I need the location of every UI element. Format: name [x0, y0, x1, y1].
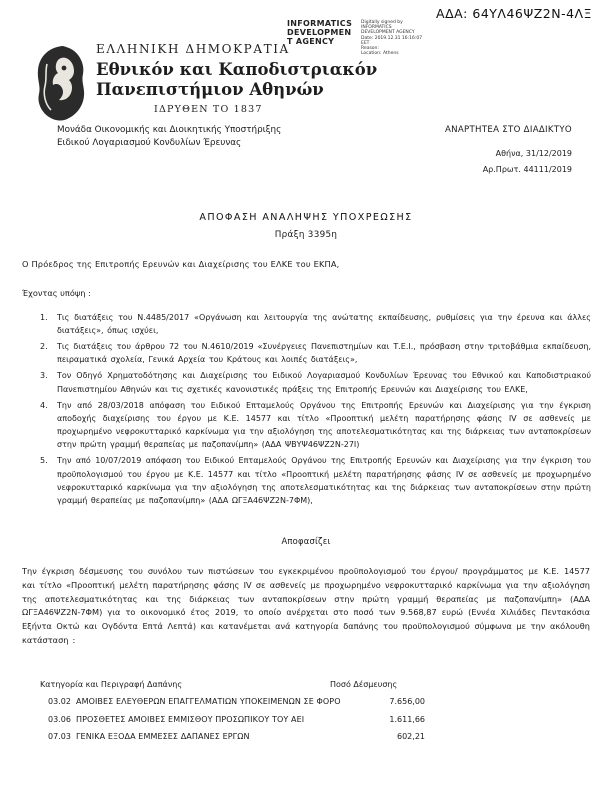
university-name-line1: Εθνικόν και Καποδιστριακόν	[96, 60, 378, 79]
signature-detail-line: Date: 2019.12.31 16:16:07	[361, 35, 423, 41]
decision-paragraph: Την έγκριση δέσμευσης του συνόλου των πιστώσεων του εγκεκριμένου προϋπολογισμού του έργου/ προγράμματος με Κ.Ε. 14577 και τίτλο «Προοπτική μελέτη παρατήρησης φάσης IV σε ασθενείς με προχωρημένο νεφροκυτταρικό καρκίνωμα για την αξιολόγηση της αποτελεσματικότητας και της διάρκειας των ανταποκρίσεων στην πρώτη γραμμή θεραπείας με παζοπανίμπη» (ΑΔΑ ΩΓΞΑ46ΨΖ2Ν-7ΦΜ) για το οικονομικό έτος 2019, το οποίο ανέρχεται στο ποσό των 9.568,87 ευρώ (Εννέα Χιλιάδες Πεντακόσια Εξήντα Οκτώ και Ογδόντα Επτά Λεπτά) και κατανέμεται ανά κατηγορία δαπάνης του προϋπολογισμού σύμφωνα με την ακόλουθη κατάσταση :	[22, 566, 590, 645]
citation-list	[40, 311, 591, 510]
signature-agency-line: T AGENCY	[287, 37, 335, 46]
list-item-text: Την από 28/03/2018 απόφαση του Ειδικού Επταμελούς Οργάνου της Επιτροπής Ερευνών και Διαχείρισης για την έγκριση αποδοχής διαχείρισης του έργου με Κ.Ε. 14577 και τίτλο «Προοπτική μελέτη παρατήρησης φάσης IV σε ασθενείς με προχωρημένο νεφροκυτταρικό καρκίνωμα για την αξιολόγηση της αποτελεσματικότητας και της διάρκειας των ανταποκρίσεων στην πρώτη γραμμή θεραπείας με παζοπανίμπη» (ΑΔΑ ΨΒΥΨ46ΨΖ2Ν-27Ι)	[57, 400, 591, 450]
signature-detail-line: DEVELOPMENT AGENCY	[361, 30, 415, 36]
list-item-text: Τις διατάξεις του άρθρου 72 του Ν.4610/2019 «Συνέργειες Πανεπιστημίων και Τ.Ε.Ι., πρόσβαση στην τριτοβάθμια εκπαίδευση, πειραματικά σχολεία, Γενικά Αρχεία του Κράτους και λοιπές διατάξεις»,	[57, 342, 591, 365]
signature-detail-line: Digitally signed by	[361, 20, 403, 25]
intro-having-regard: Έχοντας υπόψη :	[22, 288, 91, 298]
hellenic-republic-label: ΕΛΛΗΝΙΚΗ ΔΗΜΟΚΡΑΤΙΑ	[96, 42, 290, 56]
decision-heading: Αποφασίζει	[281, 536, 331, 546]
table-header-amount: Ποσό Δέσμευσης	[330, 680, 398, 689]
expense-code: 03.02	[48, 697, 71, 706]
publish-note: ΑΝΑΡΤΗΤΕΑ ΣΤΟ ΔΙΑΔΙΚΤΥΟ	[444, 125, 572, 135]
university-emblem-icon	[33, 44, 91, 122]
unit-line2: Ειδικού Λογαριασμού Κονδυλίων Έρευνας	[57, 138, 242, 148]
list-item-number: 1.	[40, 313, 48, 322]
founded-label: ΙΔΡΥΘΕΝ ΤΟ 1837	[154, 104, 263, 115]
table-header-category: Κατηγορία και Περιγραφή Δαπάνης	[40, 680, 183, 689]
expense-code: 03.06	[48, 715, 71, 724]
title-line1: ΑΠΟΦΑΣΗ ΑΝΑΛΗΨΗΣ ΥΠΟΧΡΕΩΣΗΣ	[199, 212, 413, 223]
list-item	[40, 340, 591, 367]
list-item	[40, 454, 591, 507]
signature-agency-line: DEVELOPMEN	[287, 28, 352, 37]
expense-amount: 602,21	[397, 732, 425, 741]
document-title	[0, 212, 612, 240]
protocol-number: Αρ.Πρωτ. 44111/2019	[482, 165, 572, 174]
list-item-text: Τις διατάξεις του Ν.4485/2017 «Οργάνωση και λειτουργία της ανώτατης εκπαίδευσης, ρυθμίσεις για την έρευνα και άλλες διατάξεις», όπως ισχύει,	[57, 313, 591, 336]
expense-description: ΑΜΟΙΒΕΣ ΕΛΕΥΘΕΡΩΝ ΕΠΑΓΓΕΛΜΑΤΙΩΝ ΥΠΟΚΕΙΜΕΝΩΝ ΣΕ ΦΟΡΟ	[76, 697, 341, 706]
list-item	[40, 399, 591, 452]
letterhead	[96, 42, 377, 115]
university-name-line2: Πανεπιστήμιον Αθηνών	[96, 80, 324, 99]
signature-detail-line: EET	[361, 40, 370, 46]
list-item-number: 4.	[40, 400, 48, 410]
signature-detail-line: Location: Athens	[361, 51, 399, 57]
list-item-text: Τον Οδηγό Χρηματοδότησης και Διαχείρισης του Ειδικού Λογαριασμού Κονδυλίων Έρευνας του Εθνικού και Καποδιστριακού Πανεπιστημίου Αθηνών και τις σχετικές κανονιστικές πράξεις της Επιτροπής Ερευνών και Διαχείρισης του ΕΛΚΕ,	[57, 371, 591, 394]
signature-detail-line: INFORMATICS	[361, 25, 392, 31]
list-item-text: Την από 10/07/2019 απόφαση του Ειδικού Επταμελούς Οργάνου της Επιτροπής Ερευνών και Διαχείρισης για την έγκριση του προϋπολογισμού του έργου με Κ.Ε. 14577 και τίτλο «Προοπτική μελέτη παρατήρησης φάσης IV σε ασθενείς με προχωρημένο νεφροκυτταρικό καρκίνωμα για την αξιολόγηση της αποτελεσματικότητας και της διάρκειας των ανταποκρίσεων στην πρώτη γραμμή θεραπείας με παζοπανίμπη» (ΑΔΑ ΩΓΞΑ46ΨΖ2Ν-7ΦΜ),	[57, 456, 591, 506]
place-date: Αθήνα, 31/12/2019	[495, 149, 572, 158]
list-item	[40, 311, 591, 338]
expense-description: ΠΡΟΣΘΕΤΕΣ ΑΜΟΙΒΕΣ ΕΜΜΙΣΘΟΥ ΠΡΟΣΩΠΙΚΟΥ ΤΟΥ ΑΕΙ	[76, 715, 305, 724]
expense-code: 07.03	[48, 732, 71, 741]
intro-president-line: Ο Πρόεδρος της Επιτροπής Ερευνών και Διαχείρισης του ΕΛΚΕ του ΕΚΠΑ,	[22, 259, 340, 269]
expense-description: ΓΕΝΙΚΑ ΕΞΟΔΑ ΕΜΜΕΣΕΣ ΔΑΠΑΝΕΣ ΕΡΓΩΝ	[76, 732, 250, 741]
title-line2: Πράξη 3395η	[274, 230, 338, 240]
university-name	[96, 60, 377, 100]
list-item-number: 3.	[40, 371, 48, 381]
list-item-number: 2.	[40, 342, 48, 352]
ada-code: ΑΔΑ: 64ΥΛ46ΨΖ2Ν-4ΛΞ	[436, 6, 592, 21]
signature-detail-line: Reason:	[361, 46, 379, 52]
document-meta	[445, 125, 572, 174]
unit-line1: Μονάδα Οικονομικής και Διοικητικής Υποστήριξης	[57, 125, 282, 135]
signature-agency-line: INFORMATICS	[287, 19, 353, 28]
expense-amount: 1.611,66	[389, 715, 425, 724]
table-row	[0, 697, 612, 709]
table-row	[0, 732, 612, 744]
issuing-unit	[57, 124, 281, 150]
list-item	[40, 369, 591, 396]
list-item-number: 5.	[40, 456, 48, 466]
table-row	[0, 715, 612, 727]
expense-amount: 7.656,00	[389, 697, 425, 706]
